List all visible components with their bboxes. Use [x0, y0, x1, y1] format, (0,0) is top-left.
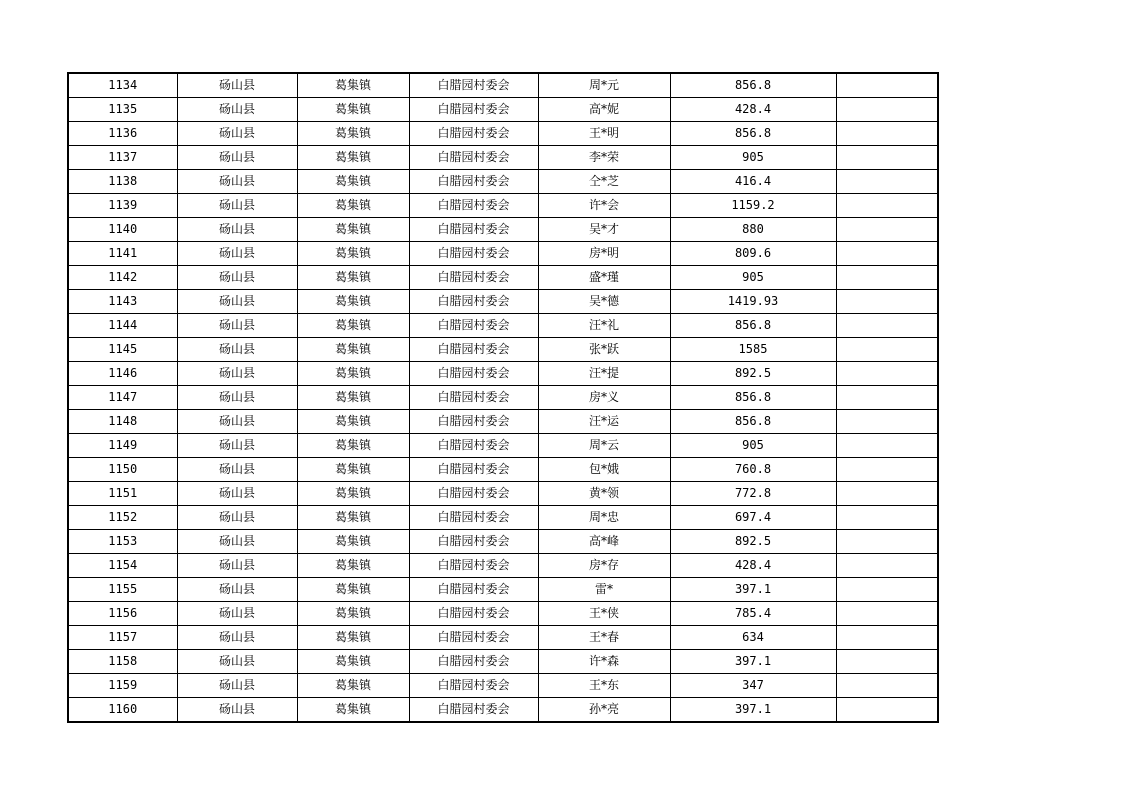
table-row: [68, 290, 938, 314]
amount-cell: 880: [670, 218, 836, 242]
remark-cell: [836, 698, 938, 723]
serial-cell: 1136: [68, 122, 177, 146]
table-row: [68, 530, 938, 554]
table-row: [68, 73, 938, 98]
village-cell: 白腊园村委会: [409, 122, 538, 146]
county-cell: 砀山县: [177, 578, 297, 602]
amount-cell: 856.8: [670, 122, 836, 146]
amount-cell: 428.4: [670, 554, 836, 578]
town-cell: 葛集镇: [297, 506, 409, 530]
remark-cell: [836, 554, 938, 578]
amount-cell: 760.8: [670, 458, 836, 482]
town-cell: 葛集镇: [297, 458, 409, 482]
town-cell: 葛集镇: [297, 146, 409, 170]
name-cell: 许*会: [538, 194, 670, 218]
county-cell: 砀山县: [177, 290, 297, 314]
county-cell: 砀山县: [177, 482, 297, 506]
table-body: [68, 73, 938, 722]
serial-cell: 1152: [68, 506, 177, 530]
table-row: [68, 602, 938, 626]
serial-cell: 1151: [68, 482, 177, 506]
village-cell: 白腊园村委会: [409, 266, 538, 290]
remark-cell: [836, 242, 938, 266]
village-cell: 白腊园村委会: [409, 338, 538, 362]
amount-cell: 397.1: [670, 698, 836, 723]
amount-cell: 428.4: [670, 98, 836, 122]
remark-cell: [836, 73, 938, 98]
name-cell: 房*明: [538, 242, 670, 266]
data-table: [67, 72, 939, 723]
village-cell: 白腊园村委会: [409, 362, 538, 386]
table-row: [68, 506, 938, 530]
town-cell: 葛集镇: [297, 434, 409, 458]
county-cell: 砀山县: [177, 506, 297, 530]
town-cell: 葛集镇: [297, 314, 409, 338]
table-row: [68, 338, 938, 362]
remark-cell: [836, 434, 938, 458]
village-cell: 白腊园村委会: [409, 650, 538, 674]
name-cell: 周*忠: [538, 506, 670, 530]
town-cell: 葛集镇: [297, 266, 409, 290]
serial-cell: 1142: [68, 266, 177, 290]
town-cell: 葛集镇: [297, 218, 409, 242]
serial-cell: 1158: [68, 650, 177, 674]
amount-cell: 905: [670, 266, 836, 290]
table-row: [68, 122, 938, 146]
village-cell: 白腊园村委会: [409, 626, 538, 650]
remark-cell: [836, 98, 938, 122]
amount-cell: 785.4: [670, 602, 836, 626]
village-cell: 白腊园村委会: [409, 170, 538, 194]
table-row: [68, 194, 938, 218]
county-cell: 砀山县: [177, 386, 297, 410]
village-cell: 白腊园村委会: [409, 554, 538, 578]
town-cell: 葛集镇: [297, 122, 409, 146]
table-row: [68, 410, 938, 434]
village-cell: 白腊园村委会: [409, 314, 538, 338]
town-cell: 葛集镇: [297, 338, 409, 362]
amount-cell: 856.8: [670, 314, 836, 338]
county-cell: 砀山县: [177, 242, 297, 266]
remark-cell: [836, 530, 938, 554]
county-cell: 砀山县: [177, 650, 297, 674]
amount-cell: 892.5: [670, 362, 836, 386]
town-cell: 葛集镇: [297, 602, 409, 626]
table-row: [68, 482, 938, 506]
county-cell: 砀山县: [177, 434, 297, 458]
remark-cell: [836, 314, 938, 338]
name-cell: 汪*运: [538, 410, 670, 434]
table-row: [68, 674, 938, 698]
village-cell: 白腊园村委会: [409, 410, 538, 434]
name-cell: 周*元: [538, 73, 670, 98]
serial-cell: 1140: [68, 218, 177, 242]
village-cell: 白腊园村委会: [409, 146, 538, 170]
village-cell: 白腊园村委会: [409, 578, 538, 602]
county-cell: 砀山县: [177, 73, 297, 98]
county-cell: 砀山县: [177, 410, 297, 434]
amount-cell: 856.8: [670, 410, 836, 434]
village-cell: 白腊园村委会: [409, 482, 538, 506]
table-row: [68, 386, 938, 410]
serial-cell: 1153: [68, 530, 177, 554]
town-cell: 葛集镇: [297, 482, 409, 506]
serial-cell: 1144: [68, 314, 177, 338]
amount-cell: 856.8: [670, 386, 836, 410]
town-cell: 葛集镇: [297, 698, 409, 723]
remark-cell: [836, 674, 938, 698]
town-cell: 葛集镇: [297, 194, 409, 218]
table-row: [68, 578, 938, 602]
table-row: [68, 458, 938, 482]
amount-cell: 905: [670, 146, 836, 170]
name-cell: 吴*才: [538, 218, 670, 242]
table-row: [68, 554, 938, 578]
name-cell: 包*娥: [538, 458, 670, 482]
serial-cell: 1147: [68, 386, 177, 410]
name-cell: 雷*: [538, 578, 670, 602]
table-row: [68, 626, 938, 650]
county-cell: 砀山县: [177, 554, 297, 578]
remark-cell: [836, 386, 938, 410]
name-cell: 高*峰: [538, 530, 670, 554]
table-row: [68, 314, 938, 338]
serial-cell: 1155: [68, 578, 177, 602]
village-cell: 白腊园村委会: [409, 290, 538, 314]
name-cell: 王*春: [538, 626, 670, 650]
county-cell: 砀山县: [177, 98, 297, 122]
serial-cell: 1135: [68, 98, 177, 122]
town-cell: 葛集镇: [297, 674, 409, 698]
amount-cell: 1585: [670, 338, 836, 362]
table-row: [68, 650, 938, 674]
serial-cell: 1138: [68, 170, 177, 194]
amount-cell: 1419.93: [670, 290, 836, 314]
county-cell: 砀山县: [177, 218, 297, 242]
remark-cell: [836, 362, 938, 386]
amount-cell: 905: [670, 434, 836, 458]
table-row: [68, 698, 938, 723]
village-cell: 白腊园村委会: [409, 73, 538, 98]
county-cell: 砀山县: [177, 458, 297, 482]
table-row: [68, 170, 938, 194]
name-cell: 盛*瑾: [538, 266, 670, 290]
serial-cell: 1149: [68, 434, 177, 458]
remark-cell: [836, 602, 938, 626]
serial-cell: 1143: [68, 290, 177, 314]
county-cell: 砀山县: [177, 146, 297, 170]
amount-cell: 397.1: [670, 578, 836, 602]
village-cell: 白腊园村委会: [409, 458, 538, 482]
remark-cell: [836, 338, 938, 362]
county-cell: 砀山县: [177, 194, 297, 218]
name-cell: 黄*领: [538, 482, 670, 506]
remark-cell: [836, 626, 938, 650]
amount-cell: 809.6: [670, 242, 836, 266]
town-cell: 葛集镇: [297, 554, 409, 578]
amount-cell: 697.4: [670, 506, 836, 530]
amount-cell: 397.1: [670, 650, 836, 674]
village-cell: 白腊园村委会: [409, 194, 538, 218]
remark-cell: [836, 122, 938, 146]
amount-cell: 772.8: [670, 482, 836, 506]
amount-cell: 856.8: [670, 73, 836, 98]
table-row: [68, 266, 938, 290]
town-cell: 葛集镇: [297, 410, 409, 434]
name-cell: 高*妮: [538, 98, 670, 122]
remark-cell: [836, 458, 938, 482]
serial-cell: 1148: [68, 410, 177, 434]
town-cell: 葛集镇: [297, 170, 409, 194]
village-cell: 白腊园村委会: [409, 674, 538, 698]
serial-cell: 1141: [68, 242, 177, 266]
name-cell: 王*侠: [538, 602, 670, 626]
serial-cell: 1157: [68, 626, 177, 650]
county-cell: 砀山县: [177, 530, 297, 554]
name-cell: 汪*提: [538, 362, 670, 386]
county-cell: 砀山县: [177, 266, 297, 290]
amount-cell: 1159.2: [670, 194, 836, 218]
town-cell: 葛集镇: [297, 290, 409, 314]
name-cell: 汪*礼: [538, 314, 670, 338]
serial-cell: 1159: [68, 674, 177, 698]
serial-cell: 1137: [68, 146, 177, 170]
remark-cell: [836, 482, 938, 506]
serial-cell: 1154: [68, 554, 177, 578]
county-cell: 砀山县: [177, 698, 297, 723]
village-cell: 白腊园村委会: [409, 698, 538, 723]
village-cell: 白腊园村委会: [409, 218, 538, 242]
town-cell: 葛集镇: [297, 362, 409, 386]
remark-cell: [836, 506, 938, 530]
county-cell: 砀山县: [177, 626, 297, 650]
county-cell: 砀山县: [177, 602, 297, 626]
name-cell: 许*森: [538, 650, 670, 674]
remark-cell: [836, 170, 938, 194]
county-cell: 砀山县: [177, 362, 297, 386]
serial-cell: 1160: [68, 698, 177, 723]
amount-cell: 892.5: [670, 530, 836, 554]
name-cell: 王*明: [538, 122, 670, 146]
remark-cell: [836, 410, 938, 434]
serial-cell: 1146: [68, 362, 177, 386]
name-cell: 房*义: [538, 386, 670, 410]
remark-cell: [836, 266, 938, 290]
name-cell: 周*云: [538, 434, 670, 458]
county-cell: 砀山县: [177, 314, 297, 338]
town-cell: 葛集镇: [297, 242, 409, 266]
village-cell: 白腊园村委会: [409, 98, 538, 122]
remark-cell: [836, 578, 938, 602]
serial-cell: 1145: [68, 338, 177, 362]
village-cell: 白腊园村委会: [409, 530, 538, 554]
village-cell: 白腊园村委会: [409, 602, 538, 626]
town-cell: 葛集镇: [297, 73, 409, 98]
table-row: [68, 434, 938, 458]
serial-cell: 1139: [68, 194, 177, 218]
village-cell: 白腊园村委会: [409, 242, 538, 266]
remark-cell: [836, 146, 938, 170]
name-cell: 李*荣: [538, 146, 670, 170]
serial-cell: 1150: [68, 458, 177, 482]
county-cell: 砀山县: [177, 338, 297, 362]
name-cell: 孙*亮: [538, 698, 670, 723]
town-cell: 葛集镇: [297, 626, 409, 650]
county-cell: 砀山县: [177, 674, 297, 698]
amount-cell: 416.4: [670, 170, 836, 194]
village-cell: 白腊园村委会: [409, 434, 538, 458]
name-cell: 张*跃: [538, 338, 670, 362]
town-cell: 葛集镇: [297, 386, 409, 410]
village-cell: 白腊园村委会: [409, 506, 538, 530]
name-cell: 仝*芝: [538, 170, 670, 194]
village-cell: 白腊园村委会: [409, 386, 538, 410]
remark-cell: [836, 290, 938, 314]
table-row: [68, 146, 938, 170]
serial-cell: 1156: [68, 602, 177, 626]
town-cell: 葛集镇: [297, 650, 409, 674]
town-cell: 葛集镇: [297, 530, 409, 554]
remark-cell: [836, 194, 938, 218]
table-row: [68, 218, 938, 242]
town-cell: 葛集镇: [297, 98, 409, 122]
amount-cell: 634: [670, 626, 836, 650]
table-row: [68, 98, 938, 122]
name-cell: 吴*德: [538, 290, 670, 314]
table-row: [68, 362, 938, 386]
remark-cell: [836, 650, 938, 674]
town-cell: 葛集镇: [297, 578, 409, 602]
remark-cell: [836, 218, 938, 242]
name-cell: 王*东: [538, 674, 670, 698]
county-cell: 砀山县: [177, 122, 297, 146]
name-cell: 房*存: [538, 554, 670, 578]
amount-cell: 347: [670, 674, 836, 698]
table-row: [68, 242, 938, 266]
county-cell: 砀山县: [177, 170, 297, 194]
serial-cell: 1134: [68, 73, 177, 98]
